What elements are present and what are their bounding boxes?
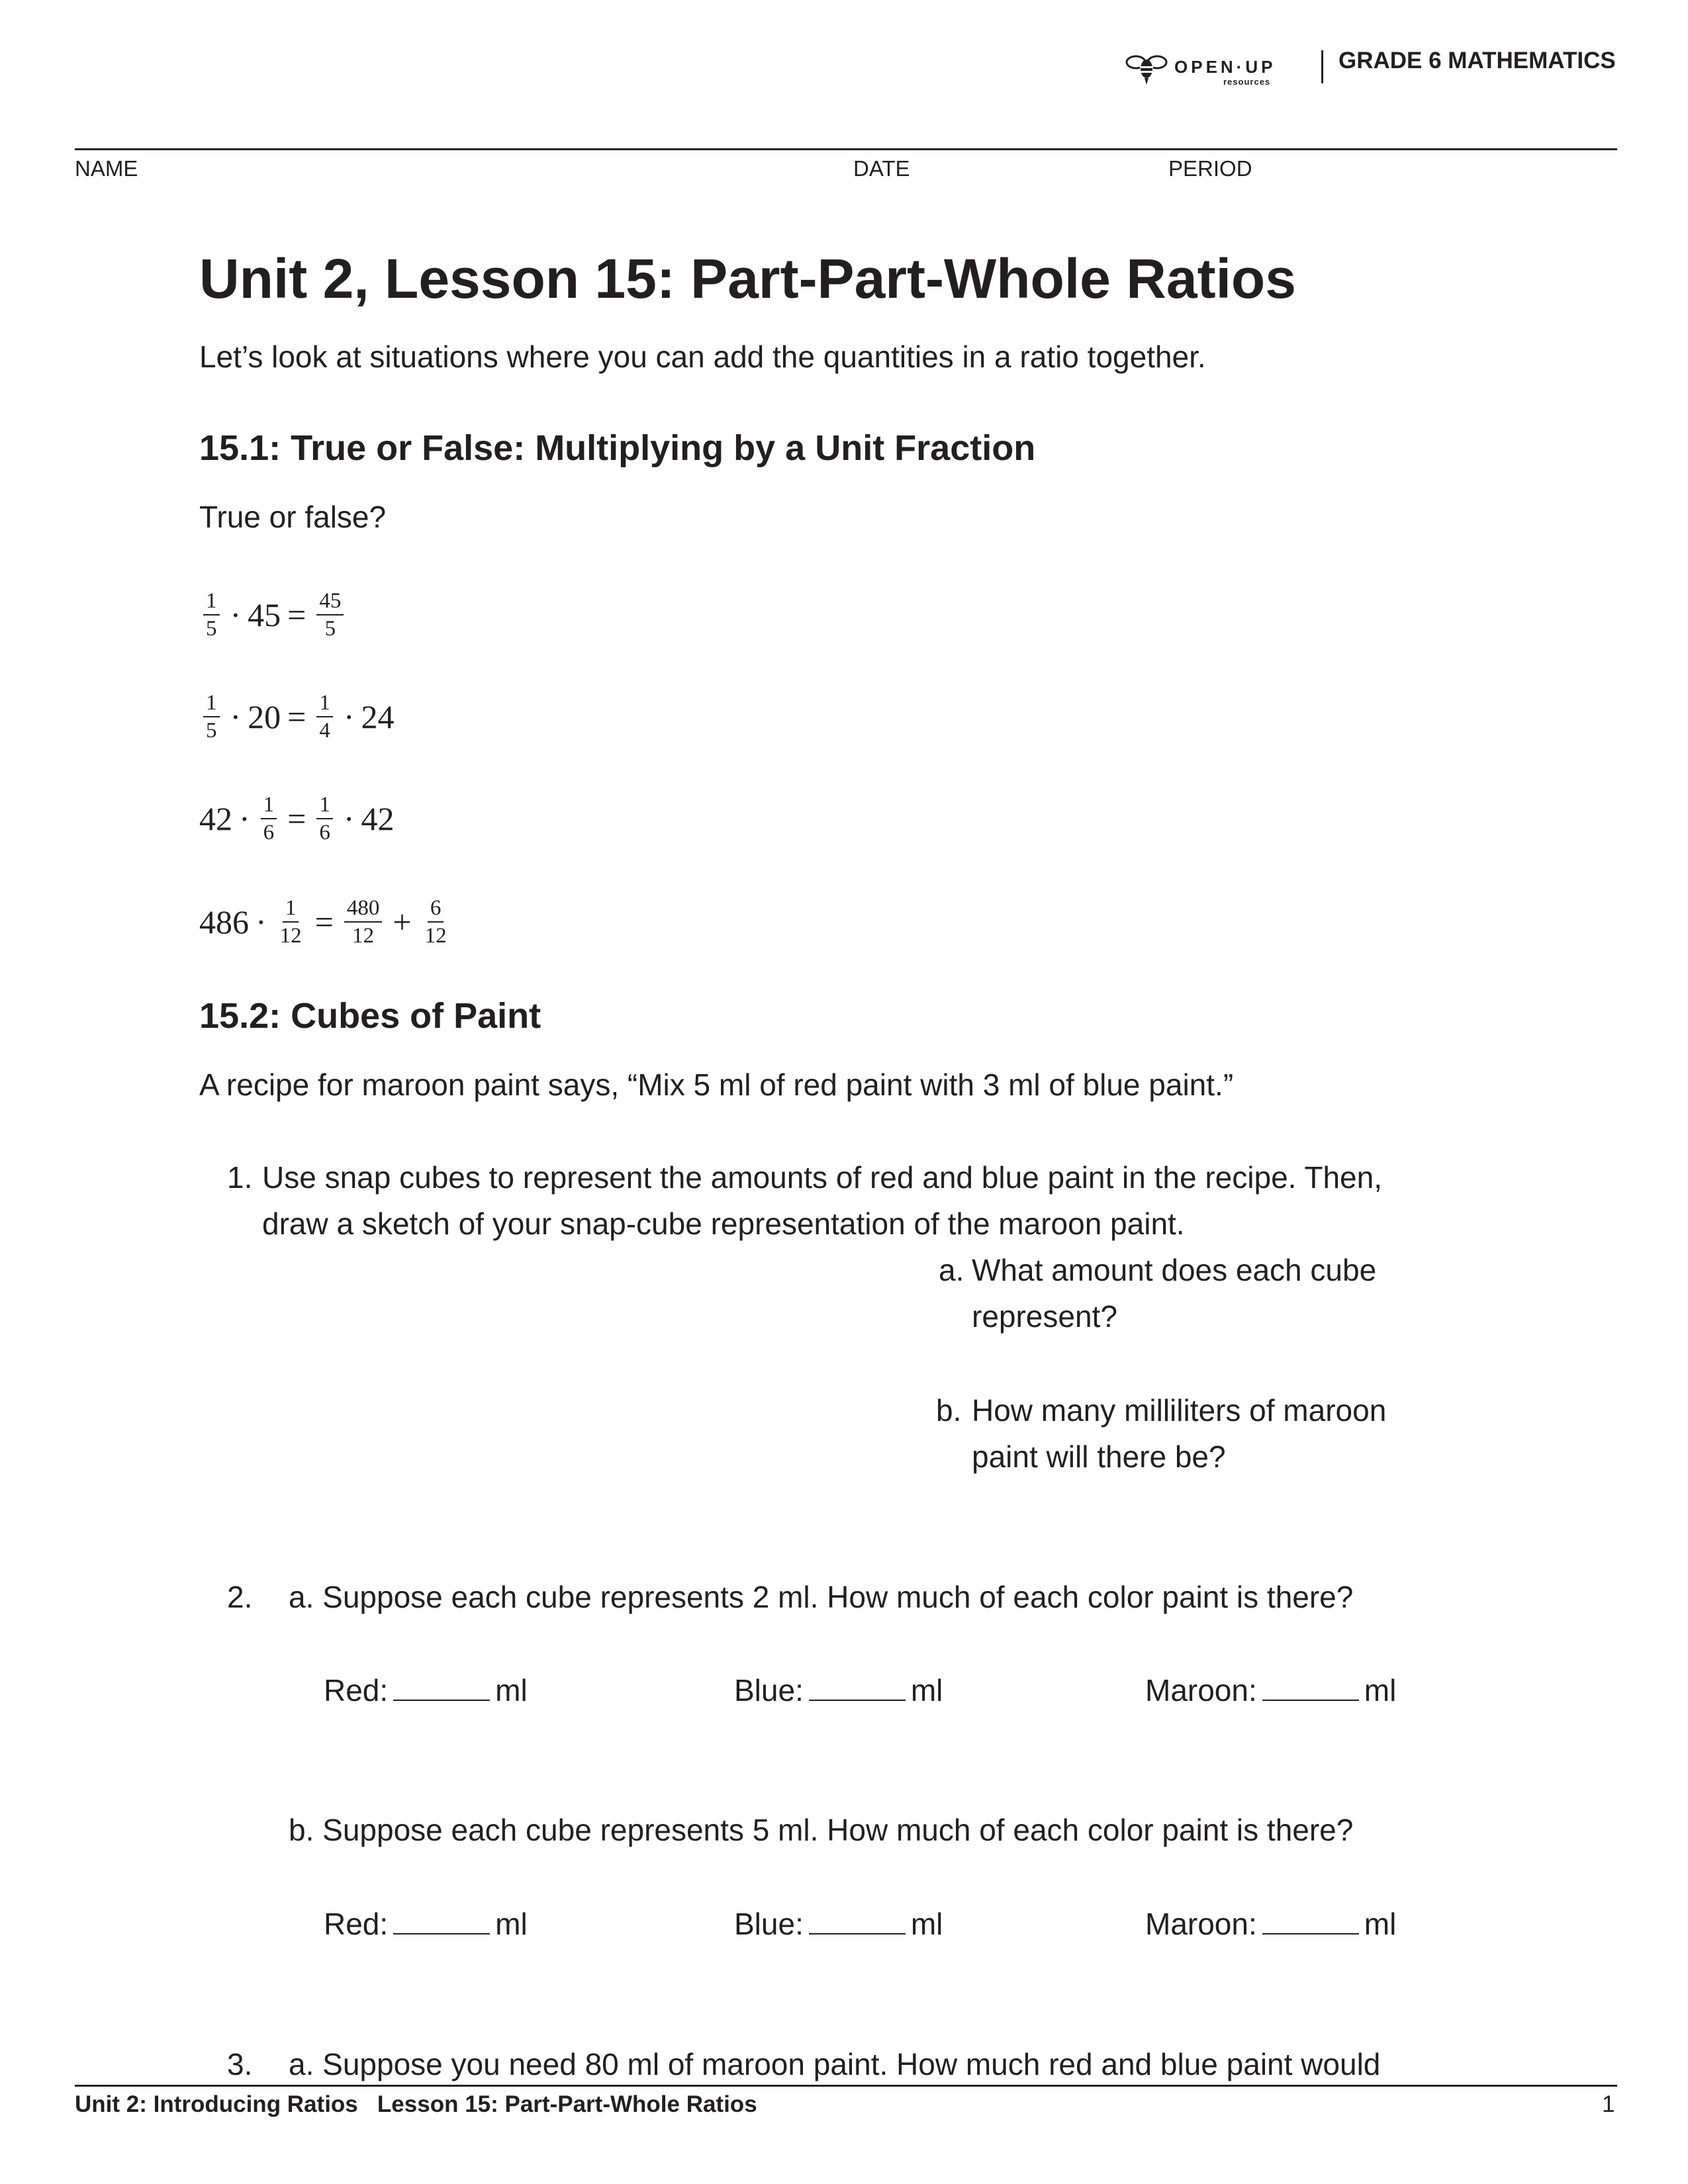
question-2b-text: b. Suppose each cube represents 5 ml. How much of each color paint is there?	[289, 1813, 1354, 1847]
answer-blank[interactable]	[1262, 1674, 1359, 1701]
question-1a-line-1: What amount does each cube	[972, 1253, 1377, 1287]
expression-4: 486 · $\frac{1}{12}$ = $\frac{480}{12}$ + $\frac{6}{12}$	[199, 892, 453, 952]
expression-2: $\frac{1}{5}$ · 20 = $\frac{1}{4}$ · 24	[199, 687, 395, 747]
fraction: $\frac{45}{5}$	[316, 589, 344, 641]
question-1-line-2: draw a sketch of your snap-cube representation of the maroon paint.	[262, 1206, 1185, 1241]
question-2a-text: a. Suppose each cube represents 2 ml. How much of each color paint is there?	[289, 1580, 1354, 1614]
question-1-number: 1.	[227, 1160, 253, 1195]
footer-unit-lesson: Unit 2: Introducing Ratios Lesson 15: Part-Part-Whole Ratios	[75, 2091, 757, 2117]
answer-red-2b: Red: ml	[324, 1907, 528, 1941]
answer-blank[interactable]	[809, 1908, 906, 1934]
answer-maroon-2b: Maroon: ml	[1145, 1907, 1397, 1941]
answer-blank[interactable]	[393, 1674, 490, 1701]
question-1-line-1: Use snap cubes to represent the amounts of red and blue paint in the recipe. Then,	[262, 1160, 1383, 1195]
period-label: PERIOD	[1168, 156, 1252, 181]
footer-rule	[75, 2085, 1617, 2087]
name-label: NAME	[75, 156, 138, 181]
answer-blue-2b: Blue: ml	[734, 1907, 943, 1941]
header-divider	[1321, 50, 1323, 83]
answer-blank[interactable]	[1262, 1908, 1359, 1934]
question-1a-line-2: represent?	[972, 1299, 1117, 1334]
question-1a-label: a.	[939, 1253, 964, 1287]
open-up-logo	[1125, 49, 1291, 87]
bee-icon	[1125, 49, 1168, 87]
answer-blank[interactable]	[809, 1674, 906, 1701]
true-false-prompt: True or false?	[199, 500, 387, 534]
header-rule	[75, 148, 1617, 150]
logo-name: OPEN·UP	[1174, 57, 1276, 77]
date-label: DATE	[853, 156, 910, 181]
grade-label: GRADE 6 MATHEMATICS	[1338, 48, 1616, 73]
section-heading-15-1: 15.1: True or False: Multiplying by a Unit Fraction	[199, 428, 1036, 468]
fraction: $\frac{6}{12}$	[424, 895, 447, 948]
section-heading-15-2: 15.2: Cubes of Paint	[199, 996, 541, 1036]
question-1b-line-1: How many milliliters of maroon	[972, 1393, 1387, 1428]
question-1b-line-2: paint will there be?	[972, 1439, 1226, 1474]
page-title: Unit 2, Lesson 15: Part-Part-Whole Ratios	[199, 248, 1296, 310]
lesson-subtitle: Let’s look at situations where you can add the quantities in a ratio together.	[199, 340, 1206, 374]
question-1b-label: b.	[936, 1393, 962, 1428]
question-3a-text: a. Suppose you need 80 ml of maroon paint. How much red and blue paint would	[289, 2047, 1381, 2081]
fraction: $\frac{1}{6}$	[261, 793, 277, 845]
page-number: 1	[1602, 2091, 1615, 2117]
expression-3: 42 · $\frac{1}{6}$ = $\frac{1}{6}$ · 42	[199, 792, 395, 844]
question-2-number: 2.	[227, 1580, 253, 1614]
answer-maroon-2a: Maroon: ml	[1145, 1673, 1397, 1707]
question-3-number: 3.	[227, 2047, 253, 2081]
paint-recipe-intro: A recipe for maroon paint says, “Mix 5 ml of red paint with 3 ml of blue paint.”	[199, 1068, 1234, 1102]
logo-sub: resources	[1223, 77, 1271, 87]
expression-1: $\frac{1}{5}$ · 45 = $\frac{45}{5}$	[199, 585, 348, 645]
fraction: $\frac{480}{12}$	[344, 896, 383, 948]
answer-blank[interactable]	[393, 1908, 490, 1934]
answer-blue-2a: Blue: ml	[734, 1673, 943, 1707]
fraction: $\frac{1}{5}$	[203, 691, 220, 743]
fraction: $\frac{1}{4}$	[316, 691, 333, 743]
answer-red-2a: Red: ml	[324, 1673, 528, 1707]
fraction: $\frac{1}{5}$	[203, 589, 220, 641]
fraction: $\frac{1}{12}$	[279, 895, 302, 948]
fraction: $\frac{1}{6}$	[316, 793, 333, 845]
